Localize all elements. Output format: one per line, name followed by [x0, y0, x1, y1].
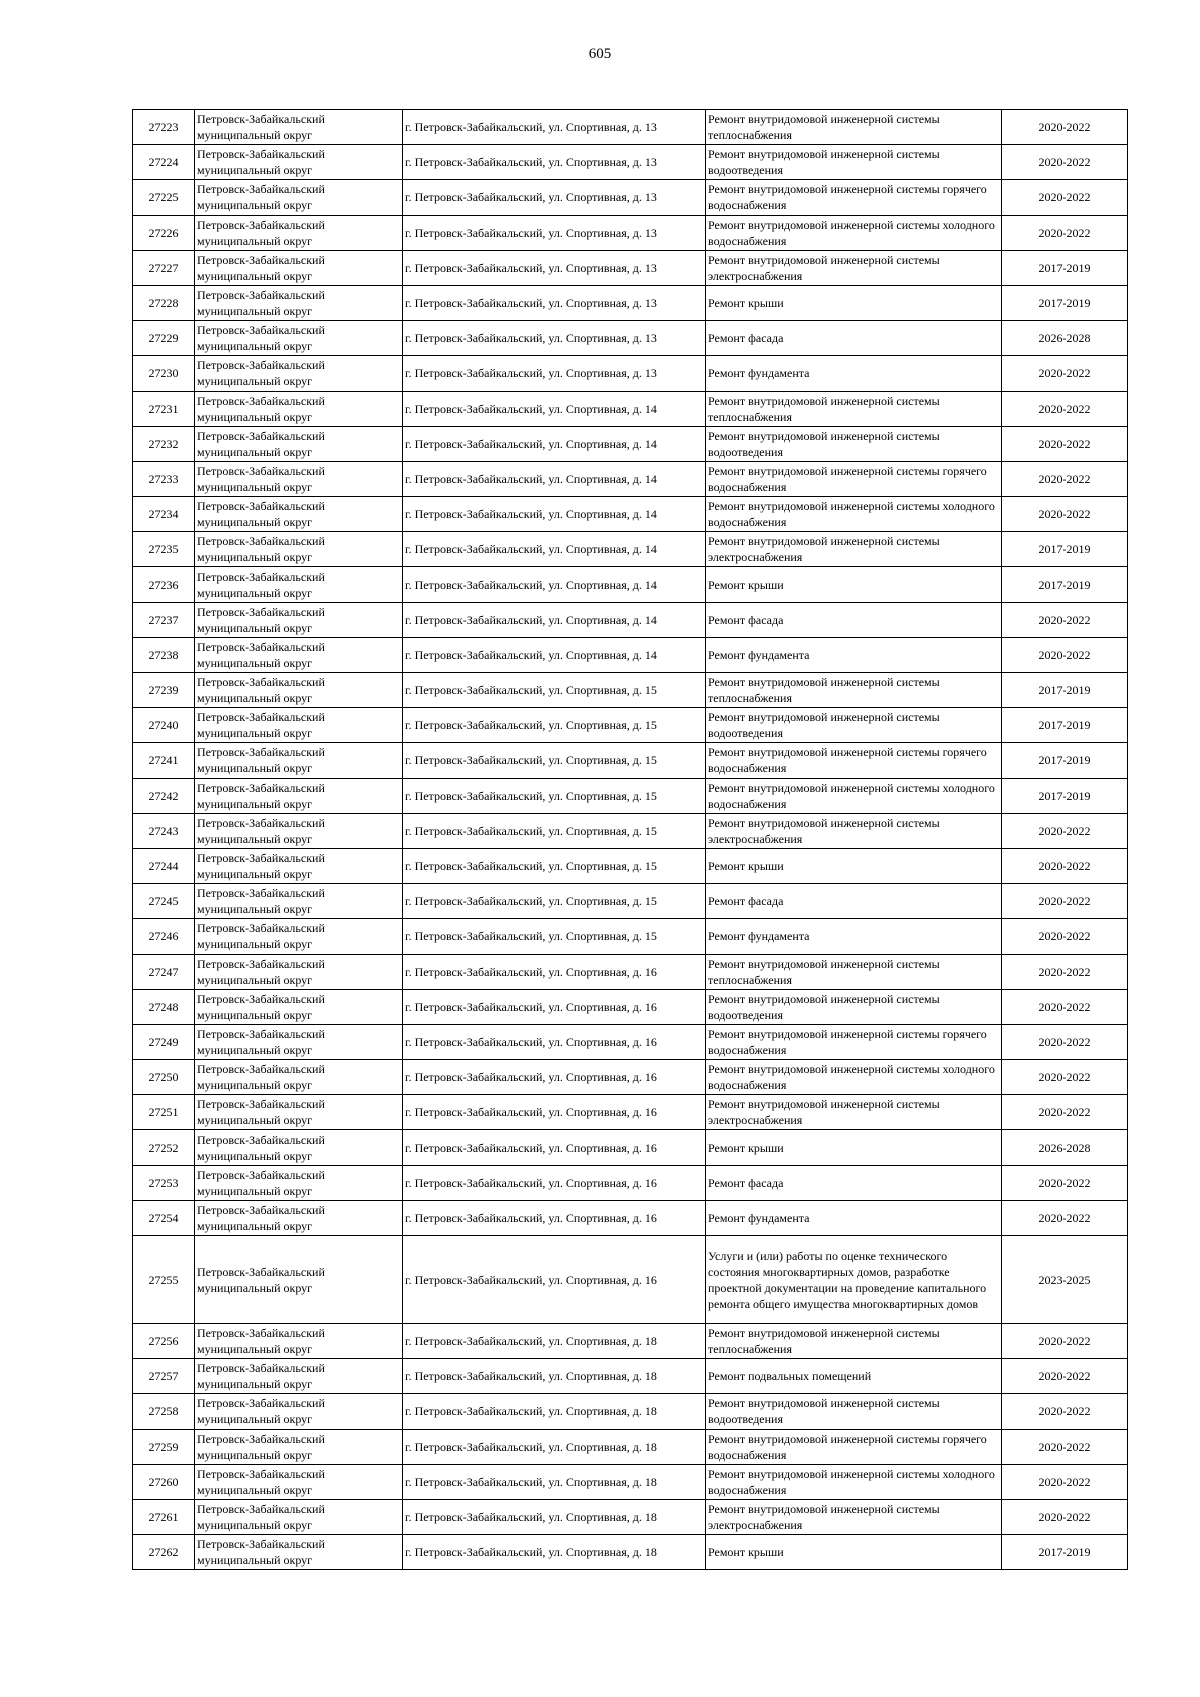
row-number-cell: 27250 [133, 1060, 195, 1095]
row-number-cell: 27247 [133, 954, 195, 989]
municipality-cell: Петровск-Забайкальский муниципальный округ [195, 1359, 403, 1394]
municipality-cell: Петровск-Забайкальский муниципальный округ [195, 1236, 403, 1324]
period-cell: 2020-2022 [1002, 1429, 1128, 1464]
address-cell: г. Петровск-Забайкальский, ул. Спортивная, д. 14 [403, 637, 706, 672]
address-cell: г. Петровск-Забайкальский, ул. Спортивная, д. 16 [403, 1024, 706, 1059]
municipality-cell: Петровск-Забайкальский муниципальный округ [195, 391, 403, 426]
municipality-cell: Петровск-Забайкальский муниципальный округ [195, 180, 403, 215]
address-cell: г. Петровск-Забайкальский, ул. Спортивная, д. 18 [403, 1324, 706, 1359]
work-type-cell: Ремонт подвальных помещений [706, 1359, 1002, 1394]
row-number-cell: 27224 [133, 145, 195, 180]
address-cell: г. Петровск-Забайкальский, ул. Спортивная, д. 15 [403, 848, 706, 883]
period-cell: 2020-2022 [1002, 1095, 1128, 1130]
row-number-cell: 27258 [133, 1394, 195, 1429]
work-type-cell: Ремонт внутридомовой инженерной системы горячего водоснабжения [706, 1429, 1002, 1464]
row-number-cell: 27233 [133, 461, 195, 496]
work-type-cell: Ремонт крыши [706, 1130, 1002, 1165]
period-cell: 2017-2019 [1002, 778, 1128, 813]
municipality-cell: Петровск-Забайкальский муниципальный округ [195, 1165, 403, 1200]
address-cell: г. Петровск-Забайкальский, ул. Спортивная, д. 13 [403, 250, 706, 285]
period-cell: 2020-2022 [1002, 215, 1128, 250]
row-number-cell: 27249 [133, 1024, 195, 1059]
row-number-cell: 27256 [133, 1324, 195, 1359]
period-cell: 2017-2019 [1002, 673, 1128, 708]
municipality-cell: Петровск-Забайкальский муниципальный округ [195, 1324, 403, 1359]
municipality-cell: Петровск-Забайкальский муниципальный округ [195, 989, 403, 1024]
period-cell: 2017-2019 [1002, 567, 1128, 602]
period-cell: 2017-2019 [1002, 1535, 1128, 1570]
address-cell: г. Петровск-Забайкальский, ул. Спортивная, д. 18 [403, 1429, 706, 1464]
work-type-cell: Ремонт внутридомовой инженерной системы электроснабжения [706, 1095, 1002, 1130]
address-cell: г. Петровск-Забайкальский, ул. Спортивная, д. 13 [403, 356, 706, 391]
address-cell: г. Петровск-Забайкальский, ул. Спортивная, д. 16 [403, 954, 706, 989]
table-row [133, 1236, 1128, 1324]
period-cell: 2020-2022 [1002, 426, 1128, 461]
work-type-cell: Ремонт внутридомовой инженерной системы электроснабжения [706, 250, 1002, 285]
address-cell: г. Петровск-Забайкальский, ул. Спортивная, д. 13 [403, 145, 706, 180]
work-type-cell: Ремонт внутридомовой инженерной системы холодного водоснабжения [706, 215, 1002, 250]
municipality-cell: Петровск-Забайкальский муниципальный округ [195, 110, 403, 145]
address-cell: г. Петровск-Забайкальский, ул. Спортивная, д. 14 [403, 532, 706, 567]
municipality-cell: Петровск-Забайкальский муниципальный округ [195, 813, 403, 848]
table-row [133, 1359, 1128, 1394]
table-row [133, 954, 1128, 989]
address-cell: г. Петровск-Забайкальский, ул. Спортивная, д. 18 [403, 1359, 706, 1394]
row-number-cell: 27257 [133, 1359, 195, 1394]
period-cell: 2020-2022 [1002, 1024, 1128, 1059]
period-cell: 2026-2028 [1002, 1130, 1128, 1165]
address-cell: г. Петровск-Забайкальский, ул. Спортивная, д. 16 [403, 989, 706, 1024]
period-cell: 2017-2019 [1002, 532, 1128, 567]
municipality-cell: Петровск-Забайкальский муниципальный округ [195, 1535, 403, 1570]
work-type-cell: Ремонт фундамента [706, 637, 1002, 672]
municipality-cell: Петровск-Забайкальский муниципальный округ [195, 1464, 403, 1499]
work-type-cell: Ремонт крыши [706, 1535, 1002, 1570]
municipality-cell: Петровск-Забайкальский муниципальный округ [195, 426, 403, 461]
row-number-cell: 27230 [133, 356, 195, 391]
work-type-cell: Ремонт внутридомовой инженерной системы водоотведения [706, 989, 1002, 1024]
work-type-cell: Ремонт внутридомовой инженерной системы теплоснабжения [706, 1324, 1002, 1359]
period-cell: 2020-2022 [1002, 919, 1128, 954]
work-type-cell: Ремонт фундамента [706, 356, 1002, 391]
address-cell: г. Петровск-Забайкальский, ул. Спортивная, д. 15 [403, 919, 706, 954]
work-type-cell: Ремонт фундамента [706, 1200, 1002, 1235]
period-cell: 2023-2025 [1002, 1236, 1128, 1324]
period-cell: 2017-2019 [1002, 743, 1128, 778]
table-row [133, 567, 1128, 602]
row-number-cell: 27252 [133, 1130, 195, 1165]
table-row [133, 1429, 1128, 1464]
municipality-cell: Петровск-Забайкальский муниципальный округ [195, 497, 403, 532]
period-cell: 2020-2022 [1002, 1499, 1128, 1534]
period-cell: 2020-2022 [1002, 954, 1128, 989]
municipality-cell: Петровск-Забайкальский муниципальный округ [195, 848, 403, 883]
table-row [133, 1200, 1128, 1235]
period-cell: 2020-2022 [1002, 1165, 1128, 1200]
work-type-cell: Ремонт внутридомовой инженерной системы горячего водоснабжения [706, 743, 1002, 778]
address-cell: г. Петровск-Забайкальский, ул. Спортивная, д. 13 [403, 110, 706, 145]
work-type-cell: Ремонт фундамента [706, 919, 1002, 954]
municipality-cell: Петровск-Забайкальский муниципальный округ [195, 884, 403, 919]
period-cell: 2020-2022 [1002, 884, 1128, 919]
period-cell: 2017-2019 [1002, 285, 1128, 320]
municipality-cell: Петровск-Забайкальский муниципальный округ [195, 567, 403, 602]
period-cell: 2020-2022 [1002, 145, 1128, 180]
municipality-cell: Петровск-Забайкальский муниципальный округ [195, 919, 403, 954]
address-cell: г. Петровск-Забайкальский, ул. Спортивная, д. 14 [403, 461, 706, 496]
work-type-cell: Ремонт внутридомовой инженерной системы горячего водоснабжения [706, 180, 1002, 215]
municipality-cell: Петровск-Забайкальский муниципальный округ [195, 1060, 403, 1095]
row-number-cell: 27229 [133, 321, 195, 356]
address-cell: г. Петровск-Забайкальский, ул. Спортивная, д. 14 [403, 391, 706, 426]
row-number-cell: 27255 [133, 1236, 195, 1324]
period-cell: 2020-2022 [1002, 356, 1128, 391]
table-row [133, 145, 1128, 180]
work-type-cell: Ремонт внутридомовой инженерной системы холодного водоснабжения [706, 778, 1002, 813]
work-type-cell: Ремонт фасада [706, 884, 1002, 919]
period-cell: 2020-2022 [1002, 110, 1128, 145]
table-row [133, 461, 1128, 496]
municipality-cell: Петровск-Забайкальский муниципальный округ [195, 708, 403, 743]
page-number: 605 [588, 46, 612, 62]
period-cell: 2020-2022 [1002, 989, 1128, 1024]
row-number-cell: 27226 [133, 215, 195, 250]
municipality-cell: Петровск-Забайкальский муниципальный округ [195, 1130, 403, 1165]
municipality-cell: Петровск-Забайкальский муниципальный округ [195, 1394, 403, 1429]
address-cell: г. Петровск-Забайкальский, ул. Спортивная, д. 14 [403, 567, 706, 602]
address-cell: г. Петровск-Забайкальский, ул. Спортивная, д. 16 [403, 1165, 706, 1200]
period-cell: 2020-2022 [1002, 1200, 1128, 1235]
municipality-cell: Петровск-Забайкальский муниципальный округ [195, 673, 403, 708]
table-row [133, 1095, 1128, 1130]
table-row [133, 250, 1128, 285]
row-number-cell: 27244 [133, 848, 195, 883]
municipality-cell: Петровск-Забайкальский муниципальный округ [195, 285, 403, 320]
table-row [133, 743, 1128, 778]
row-number-cell: 27225 [133, 180, 195, 215]
row-number-cell: 27254 [133, 1200, 195, 1235]
address-cell: г. Петровск-Забайкальский, ул. Спортивная, д. 18 [403, 1535, 706, 1570]
municipality-cell: Петровск-Забайкальский муниципальный округ [195, 461, 403, 496]
municipality-cell: Петровск-Забайкальский муниципальный округ [195, 1499, 403, 1534]
work-type-cell: Ремонт внутридомовой инженерной системы теплоснабжения [706, 391, 1002, 426]
row-number-cell: 27251 [133, 1095, 195, 1130]
address-cell: г. Петровск-Забайкальский, ул. Спортивная, д. 18 [403, 1499, 706, 1534]
work-type-cell: Ремонт внутридомовой инженерной системы водоотведения [706, 1394, 1002, 1429]
municipality-cell: Петровск-Забайкальский муниципальный округ [195, 145, 403, 180]
row-number-cell: 27262 [133, 1535, 195, 1570]
municipality-cell: Петровск-Забайкальский муниципальный округ [195, 250, 403, 285]
table-row [133, 919, 1128, 954]
address-cell: г. Петровск-Забайкальский, ул. Спортивная, д. 15 [403, 778, 706, 813]
address-cell: г. Петровск-Забайкальский, ул. Спортивная, д. 18 [403, 1394, 706, 1429]
address-cell: г. Петровск-Забайкальский, ул. Спортивная, д. 16 [403, 1130, 706, 1165]
table-row [133, 637, 1128, 672]
row-number-cell: 27245 [133, 884, 195, 919]
address-cell: г. Петровск-Забайкальский, ул. Спортивная, д. 15 [403, 673, 706, 708]
table-row [133, 1394, 1128, 1429]
period-cell: 2020-2022 [1002, 1394, 1128, 1429]
table-row [133, 1464, 1128, 1499]
row-number-cell: 27246 [133, 919, 195, 954]
row-number-cell: 27231 [133, 391, 195, 426]
address-cell: г. Петровск-Забайкальский, ул. Спортивная, д. 14 [403, 602, 706, 637]
work-type-cell: Ремонт внутридомовой инженерной системы теплоснабжения [706, 110, 1002, 145]
row-number-cell: 27240 [133, 708, 195, 743]
work-type-cell: Ремонт внутридомовой инженерной системы горячего водоснабжения [706, 461, 1002, 496]
address-cell: г. Петровск-Забайкальский, ул. Спортивная, д. 13 [403, 285, 706, 320]
address-cell: г. Петровск-Забайкальский, ул. Спортивная, д. 15 [403, 884, 706, 919]
table-row [133, 884, 1128, 919]
table-row [133, 848, 1128, 883]
work-type-cell: Ремонт внутридомовой инженерной системы холодного водоснабжения [706, 497, 1002, 532]
municipality-cell: Петровск-Забайкальский муниципальный округ [195, 321, 403, 356]
period-cell: 2017-2019 [1002, 708, 1128, 743]
address-cell: г. Петровск-Забайкальский, ул. Спортивная, д. 14 [403, 497, 706, 532]
address-cell: г. Петровск-Забайкальский, ул. Спортивная, д. 16 [403, 1060, 706, 1095]
row-number-cell: 27239 [133, 673, 195, 708]
period-cell: 2020-2022 [1002, 813, 1128, 848]
municipality-cell: Петровск-Забайкальский муниципальный округ [195, 954, 403, 989]
table-row [133, 391, 1128, 426]
period-cell: 2020-2022 [1002, 497, 1128, 532]
municipality-cell: Петровск-Забайкальский муниципальный округ [195, 1095, 403, 1130]
work-type-cell: Услуги и (или) работы по оценке технического состояния многоквартирных домов, разработке проектной документации на проведение капитального ремонта общего имущества многоквартирных домов [706, 1236, 1002, 1324]
table-row [133, 285, 1128, 320]
work-type-cell: Ремонт внутридомовой инженерной системы холодного водоснабжения [706, 1060, 1002, 1095]
row-number-cell: 27248 [133, 989, 195, 1024]
table-row [133, 426, 1128, 461]
work-type-cell: Ремонт крыши [706, 567, 1002, 602]
table-row [133, 1535, 1128, 1570]
table-row [133, 532, 1128, 567]
period-cell: 2026-2028 [1002, 321, 1128, 356]
row-number-cell: 27228 [133, 285, 195, 320]
work-type-cell: Ремонт внутридомовой инженерной системы холодного водоснабжения [706, 1464, 1002, 1499]
table-row [133, 215, 1128, 250]
row-number-cell: 27243 [133, 813, 195, 848]
address-cell: г. Петровск-Забайкальский, ул. Спортивная, д. 14 [403, 426, 706, 461]
period-cell: 2020-2022 [1002, 391, 1128, 426]
table-row [133, 1130, 1128, 1165]
row-number-cell: 27235 [133, 532, 195, 567]
period-cell: 2020-2022 [1002, 1359, 1128, 1394]
period-cell: 2020-2022 [1002, 461, 1128, 496]
period-cell: 2020-2022 [1002, 848, 1128, 883]
row-number-cell: 27227 [133, 250, 195, 285]
work-type-cell: Ремонт внутридомовой инженерной системы электроснабжения [706, 813, 1002, 848]
address-cell: г. Петровск-Забайкальский, ул. Спортивная, д. 15 [403, 813, 706, 848]
municipality-cell: Петровск-Забайкальский муниципальный округ [195, 1200, 403, 1235]
municipality-cell: Петровск-Забайкальский муниципальный округ [195, 532, 403, 567]
work-type-cell: Ремонт крыши [706, 848, 1002, 883]
table-row [133, 1024, 1128, 1059]
table-row [133, 321, 1128, 356]
address-cell: г. Петровск-Забайкальский, ул. Спортивная, д. 16 [403, 1095, 706, 1130]
address-cell: г. Петровск-Забайкальский, ул. Спортивная, д. 16 [403, 1236, 706, 1324]
row-number-cell: 27237 [133, 602, 195, 637]
municipality-cell: Петровск-Забайкальский муниципальный округ [195, 778, 403, 813]
table-row [133, 1165, 1128, 1200]
row-number-cell: 27223 [133, 110, 195, 145]
row-number-cell: 27241 [133, 743, 195, 778]
table-row [133, 813, 1128, 848]
period-cell: 2020-2022 [1002, 1060, 1128, 1095]
table-row [133, 1499, 1128, 1534]
work-type-cell: Ремонт внутридомовой инженерной системы горячего водоснабжения [706, 1024, 1002, 1059]
row-number-cell: 27260 [133, 1464, 195, 1499]
work-type-cell: Ремонт внутридомовой инженерной системы электроснабжения [706, 1499, 1002, 1534]
address-cell: г. Петровск-Забайкальский, ул. Спортивная, д. 13 [403, 321, 706, 356]
row-number-cell: 27253 [133, 1165, 195, 1200]
table-row [133, 110, 1128, 145]
table-row [133, 497, 1128, 532]
table-row [133, 1324, 1128, 1359]
municipality-cell: Петровск-Забайкальский муниципальный округ [195, 215, 403, 250]
work-type-cell: Ремонт внутридомовой инженерной системы водоотведения [706, 426, 1002, 461]
table-row [133, 989, 1128, 1024]
row-number-cell: 27242 [133, 778, 195, 813]
repair-schedule-table [132, 109, 1128, 1570]
work-type-cell: Ремонт крыши [706, 285, 1002, 320]
address-cell: г. Петровск-Забайкальский, ул. Спортивная, д. 18 [403, 1464, 706, 1499]
municipality-cell: Петровск-Забайкальский муниципальный округ [195, 356, 403, 391]
period-cell: 2017-2019 [1002, 250, 1128, 285]
row-number-cell: 27238 [133, 637, 195, 672]
period-cell: 2020-2022 [1002, 1324, 1128, 1359]
table-row [133, 673, 1128, 708]
row-number-cell: 27261 [133, 1499, 195, 1534]
address-cell: г. Петровск-Забайкальский, ул. Спортивная, д. 13 [403, 215, 706, 250]
table-body [133, 110, 1128, 1570]
address-cell: г. Петровск-Забайкальский, ул. Спортивная, д. 15 [403, 708, 706, 743]
work-type-cell: Ремонт внутридомовой инженерной системы водоотведения [706, 145, 1002, 180]
work-type-cell: Ремонт внутридомовой инженерной системы теплоснабжения [706, 673, 1002, 708]
period-cell: 2020-2022 [1002, 637, 1128, 672]
work-type-cell: Ремонт внутридомовой инженерной системы теплоснабжения [706, 954, 1002, 989]
row-number-cell: 27232 [133, 426, 195, 461]
address-cell: г. Петровск-Забайкальский, ул. Спортивная, д. 15 [403, 743, 706, 778]
table-row [133, 356, 1128, 391]
table-row [133, 708, 1128, 743]
row-number-cell: 27259 [133, 1429, 195, 1464]
period-cell: 2020-2022 [1002, 180, 1128, 215]
table-row [133, 180, 1128, 215]
work-type-cell: Ремонт фасада [706, 321, 1002, 356]
municipality-cell: Петровск-Забайкальский муниципальный округ [195, 1429, 403, 1464]
period-cell: 2020-2022 [1002, 1464, 1128, 1499]
row-number-cell: 27236 [133, 567, 195, 602]
municipality-cell: Петровск-Забайкальский муниципальный округ [195, 637, 403, 672]
municipality-cell: Петровск-Забайкальский муниципальный округ [195, 743, 403, 778]
address-cell: г. Петровск-Забайкальский, ул. Спортивная, д. 13 [403, 180, 706, 215]
work-type-cell: Ремонт фасада [706, 602, 1002, 637]
table-row [133, 602, 1128, 637]
work-type-cell: Ремонт фасада [706, 1165, 1002, 1200]
work-type-cell: Ремонт внутридомовой инженерной системы водоотведения [706, 708, 1002, 743]
table-row [133, 1060, 1128, 1095]
work-type-cell: Ремонт внутридомовой инженерной системы электроснабжения [706, 532, 1002, 567]
table-row [133, 778, 1128, 813]
address-cell: г. Петровск-Забайкальский, ул. Спортивная, д. 16 [403, 1200, 706, 1235]
period-cell: 2020-2022 [1002, 602, 1128, 637]
municipality-cell: Петровск-Забайкальский муниципальный округ [195, 602, 403, 637]
municipality-cell: Петровск-Забайкальский муниципальный округ [195, 1024, 403, 1059]
row-number-cell: 27234 [133, 497, 195, 532]
